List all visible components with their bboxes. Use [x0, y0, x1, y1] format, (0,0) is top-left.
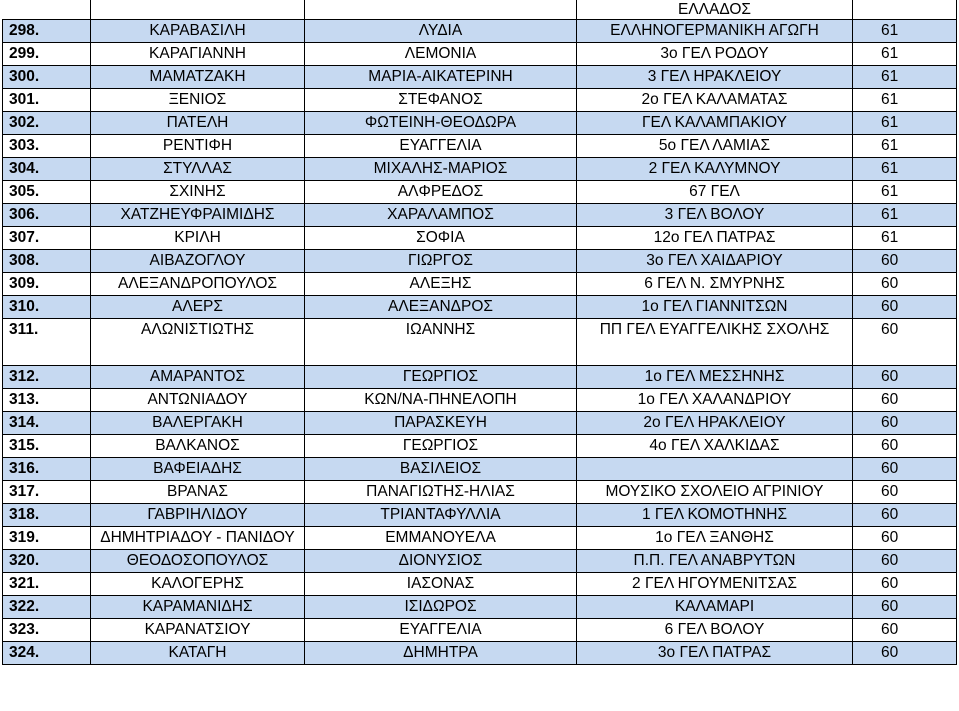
first-name-cell: ΣΤΕΦΑΝΟΣ [305, 89, 577, 112]
points-cell: 60 [853, 389, 957, 412]
first-name-cell: ΓΕΩΡΓΙΟΣ [305, 435, 577, 458]
rank-cell: 307. [3, 227, 91, 250]
points-cell: 61 [853, 227, 957, 250]
rank-cell: 300. [3, 66, 91, 89]
first-name-cell: ΕΜΜΑΝΟΥΕΛΑ [305, 527, 577, 550]
school-cell: 4ο ΓΕΛ ΧΑΛΚΙΔΑΣ [577, 435, 853, 458]
rank-cell: 315. [3, 435, 91, 458]
rank-cell: 306. [3, 204, 91, 227]
results-table [2, 0, 957, 665]
school-cell: 3ο ΓΕΛ ΧΑΙΔΑΡΙΟΥ [577, 250, 853, 273]
rank-cell: 298. [3, 20, 91, 43]
rank-cell: 311. [3, 319, 91, 366]
surname-cell: ΔΗΜΗΤΡΙΑΔΟΥ - ΠΑΝΙΔΟΥ [91, 527, 305, 550]
school-cell: ΚΑΛΑΜΑΡΙ [577, 596, 853, 619]
school-cell: 3ο ΓΕΛ ΠΑΤΡΑΣ [577, 642, 853, 665]
points-cell: 60 [853, 596, 957, 619]
surname-cell: ΒΑΛΚΑΝΟΣ [91, 435, 305, 458]
school-cell: 1ο ΓΕΛ ΞΑΝΘΗΣ [577, 527, 853, 550]
surname-cell: ΚΑΛΟΓΕΡΗΣ [91, 573, 305, 596]
surname-cell: ΧΑΤΖΗΕΥΦΡΑΙΜΙΔΗΣ [91, 204, 305, 227]
surname-cell: ΑΝΤΩΝΙΑΔΟΥ [91, 389, 305, 412]
surname-cell: ΘΕΟΔΟΣΟΠΟΥΛΟΣ [91, 550, 305, 573]
rank-cell: 317. [3, 481, 91, 504]
surname-cell: ΑΛΩΝΙΣΤΙΩΤΗΣ [91, 319, 305, 366]
surname-cell: ΣΤΥΛΛΑΣ [91, 158, 305, 181]
table-row [3, 319, 957, 366]
first-name-cell: ΙΣΙΔΩΡΟΣ [305, 596, 577, 619]
school-cell: Π.Π. ΓΕΛ ΑΝΑΒΡΥΤΩΝ [577, 550, 853, 573]
school-cell: 1ο ΓΕΛ ΧΑΛΑΝΔΡΙΟΥ [577, 389, 853, 412]
rank-cell: 321. [3, 573, 91, 596]
surname-cell: ΡΕΝΤΙΦΗ [91, 135, 305, 158]
first-name-cell: ΕΥΑΓΓΕΛΙΑ [305, 619, 577, 642]
first-name-cell: ΜΙΧΑΛΗΣ-ΜΑΡΙΟΣ [305, 158, 577, 181]
points-cell: 60 [853, 527, 957, 550]
continued-school-text: ΕΛΛΑΔΟΣ [577, 0, 853, 20]
rank-cell: 303. [3, 135, 91, 158]
points-cell: 61 [853, 89, 957, 112]
rank-cell: 308. [3, 250, 91, 273]
school-cell: 2ο ΓΕΛ ΗΡΑΚΛΕΙΟΥ [577, 412, 853, 435]
rank-cell: 314. [3, 412, 91, 435]
rank-cell: 304. [3, 158, 91, 181]
rank-cell: 305. [3, 181, 91, 204]
rank-cell: 313. [3, 389, 91, 412]
rank-cell: 318. [3, 504, 91, 527]
school-cell: 2ο ΓΕΛ ΚΑΛΑΜΑΤΑΣ [577, 89, 853, 112]
first-name-cell: ΛΥΔΙΑ [305, 20, 577, 43]
first-name-cell: ΑΛΦΡΕΔΟΣ [305, 181, 577, 204]
points-cell: 60 [853, 412, 957, 435]
points-cell: 60 [853, 296, 957, 319]
surname-cell: ΑΛΕΡΣ [91, 296, 305, 319]
rank-cell: 302. [3, 112, 91, 135]
points-cell: 60 [853, 319, 957, 366]
surname-cell: ΑΙΒΑΖΟΓΛΟΥ [91, 250, 305, 273]
table-row [3, 204, 957, 227]
school-cell: 5ο ΓΕΛ ΛΑΜΙΑΣ [577, 135, 853, 158]
table-row [3, 550, 957, 573]
table-row [3, 435, 957, 458]
first-name-cell: ΦΩΤΕΙΝΗ-ΘΕΟΔΩΡΑ [305, 112, 577, 135]
points-cell: 61 [853, 181, 957, 204]
rank-cell: 312. [3, 366, 91, 389]
first-name-cell: ΜΑΡΙΑ-ΑΙΚΑΤΕΡΙΝΗ [305, 66, 577, 89]
points-cell: 61 [853, 112, 957, 135]
first-name-cell: ΣΟΦΙΑ [305, 227, 577, 250]
rank-cell: 323. [3, 619, 91, 642]
surname-cell: ΒΑΛΕΡΓΑΚΗ [91, 412, 305, 435]
surname-cell: ΚΑΡΑΒΑΣΙΛΗ [91, 20, 305, 43]
table-row [3, 412, 957, 435]
surname-cell: ΚΡΙΛΗ [91, 227, 305, 250]
points-cell: 60 [853, 504, 957, 527]
school-cell: 67 ΓΕΛ [577, 181, 853, 204]
surname-cell: ΑΛΕΞΑΝΔΡΟΠΟΥΛΟΣ [91, 273, 305, 296]
surname-cell: ΣΧΙΝΗΣ [91, 181, 305, 204]
school-cell: 3ο ΓΕΛ ΡΟΔΟΥ [577, 43, 853, 66]
table-row [3, 66, 957, 89]
surname-cell: ΠΑΤΕΛΗ [91, 112, 305, 135]
first-name-cell: ΙΑΣΟΝΑΣ [305, 573, 577, 596]
continued-row [3, 0, 957, 20]
first-name-cell: ΛΕΜΟΝΙΑ [305, 43, 577, 66]
table-row [3, 158, 957, 181]
points-cell: 61 [853, 158, 957, 181]
rank-cell: 316. [3, 458, 91, 481]
table-row [3, 181, 957, 204]
table-row [3, 389, 957, 412]
first-name-cell: ΔΙΟΝΥΣΙΟΣ [305, 550, 577, 573]
results-table-body [3, 0, 957, 665]
surname-cell: ΓΑΒΡΙΗΛΙΔΟΥ [91, 504, 305, 527]
points-cell: 60 [853, 481, 957, 504]
first-name-cell: ΒΑΣΙΛΕΙΟΣ [305, 458, 577, 481]
first-name-cell: ΑΛΕΞΑΝΔΡΟΣ [305, 296, 577, 319]
school-cell: 1ο ΓΕΛ ΓΙΑΝΝΙΤΣΩΝ [577, 296, 853, 319]
surname-cell: ΒΡΑΝΑΣ [91, 481, 305, 504]
points-cell: 60 [853, 458, 957, 481]
first-name-cell: ΠΑΡΑΣΚΕΥΗ [305, 412, 577, 435]
surname-cell: ΞΕΝΙΟΣ [91, 89, 305, 112]
points-cell: 61 [853, 43, 957, 66]
rank-cell: 319. [3, 527, 91, 550]
table-row [3, 273, 957, 296]
school-cell: ΓΕΛ ΚΑΛΑΜΠΑΚΙΟΥ [577, 112, 853, 135]
points-cell: 60 [853, 366, 957, 389]
surname-cell: ΚΑΡΑΝΑΤΣΙΟΥ [91, 619, 305, 642]
school-cell: ΜΟΥΣΙΚΟ ΣΧΟΛΕΙΟ ΑΓΡΙΝΙΟΥ [577, 481, 853, 504]
school-cell: 12ο ΓΕΛ ΠΑΤΡΑΣ [577, 227, 853, 250]
rank-cell: 309. [3, 273, 91, 296]
first-name-cell: ΓΕΩΡΓΙΟΣ [305, 366, 577, 389]
rank-cell: 301. [3, 89, 91, 112]
points-cell: 61 [853, 66, 957, 89]
school-cell [577, 458, 853, 481]
first-name-cell: ΕΥΑΓΓΕΛΙΑ [305, 135, 577, 158]
rank-cell: 324. [3, 642, 91, 665]
table-row [3, 504, 957, 527]
first-name-cell: ΔΗΜΗΤΡΑ [305, 642, 577, 665]
first-name-cell: ΙΩΑΝΝΗΣ [305, 319, 577, 366]
table-row [3, 89, 957, 112]
surname-cell: ΚΑΤΑΓΗ [91, 642, 305, 665]
table-row [3, 366, 957, 389]
rank-cell: 310. [3, 296, 91, 319]
points-cell: 60 [853, 250, 957, 273]
surname-cell: ΑΜΑΡΑΝΤΟΣ [91, 366, 305, 389]
table-row [3, 135, 957, 158]
first-name-cell: ΠΑΝΑΓΙΩΤΗΣ-ΗΛΙΑΣ [305, 481, 577, 504]
first-name-cell: ΚΩΝ/ΝΑ-ΠΗΝΕΛΟΠΗ [305, 389, 577, 412]
points-cell: 60 [853, 619, 957, 642]
surname-cell: ΚΑΡΑΓΙΑΝΝΗ [91, 43, 305, 66]
points-cell: 60 [853, 573, 957, 596]
first-name-cell: ΤΡΙΑΝΤΑΦΥΛΛΙΑ [305, 504, 577, 527]
school-cell: 1 ΓΕΛ ΚΟΜΟΤΗΝΗΣ [577, 504, 853, 527]
surname-cell: ΚΑΡΑΜΑΝΙΔΗΣ [91, 596, 305, 619]
points-cell: 60 [853, 550, 957, 573]
table-row [3, 458, 957, 481]
rank-cell: 320. [3, 550, 91, 573]
first-name-cell: ΧΑΡΑΛΑΜΠΟΣ [305, 204, 577, 227]
points-cell: 60 [853, 435, 957, 458]
first-name-cell: ΓΙΩΡΓΟΣ [305, 250, 577, 273]
school-cell: 2 ΓΕΛ ΗΓΟΥΜΕΝΙΤΣΑΣ [577, 573, 853, 596]
table-row [3, 227, 957, 250]
school-cell: ΠΠ ΓΕΛ ΕΥΑΓΓΕΛΙΚΗΣ ΣΧΟΛΗΣ [577, 319, 853, 366]
table-row [3, 112, 957, 135]
school-cell: 6 ΓΕΛ Ν. ΣΜΥΡΝΗΣ [577, 273, 853, 296]
first-name-cell: ΑΛΕΞΗΣ [305, 273, 577, 296]
table-row [3, 20, 957, 43]
points-cell: 61 [853, 20, 957, 43]
points-cell: 61 [853, 204, 957, 227]
table-row [3, 573, 957, 596]
table-row [3, 619, 957, 642]
school-cell: 3 ΓΕΛ ΒΟΛΟΥ [577, 204, 853, 227]
table-row [3, 43, 957, 66]
points-cell: 60 [853, 642, 957, 665]
table-row [3, 527, 957, 550]
table-row [3, 296, 957, 319]
rank-cell: 299. [3, 43, 91, 66]
school-cell: 1ο ΓΕΛ ΜΕΣΣΗΝΗΣ [577, 366, 853, 389]
school-cell: 2 ΓΕΛ ΚΑΛΥΜΝΟΥ [577, 158, 853, 181]
school-cell: 6 ΓΕΛ ΒΟΛΟΥ [577, 619, 853, 642]
table-row [3, 481, 957, 504]
points-cell: 60 [853, 273, 957, 296]
school-cell: ΕΛΛΗΝΟΓΕΡΜΑΝΙΚΗ ΑΓΩΓΗ [577, 20, 853, 43]
rank-cell: 322. [3, 596, 91, 619]
points-cell: 61 [853, 135, 957, 158]
table-row [3, 596, 957, 619]
school-cell: 3 ΓΕΛ ΗΡΑΚΛΕΙΟΥ [577, 66, 853, 89]
table-row [3, 642, 957, 665]
surname-cell: ΒΑΦΕΙΑΔΗΣ [91, 458, 305, 481]
surname-cell: ΜΑΜΑΤΖΑΚΗ [91, 66, 305, 89]
table-row [3, 250, 957, 273]
